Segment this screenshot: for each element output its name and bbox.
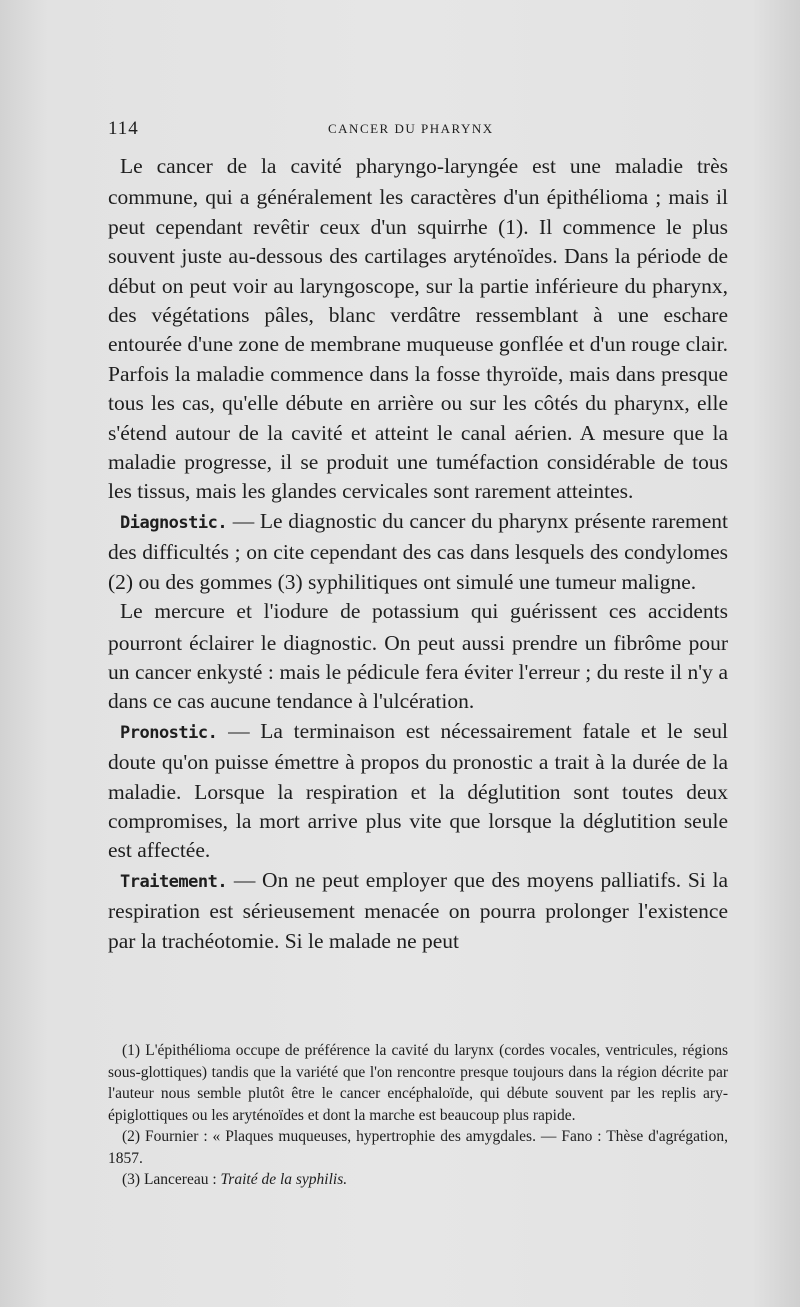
paragraph-text: — La terminaison est nécessairement fatale et le seul doute qu'on puisse émettre à propos du pronostic a trait à la durée de la maladie. Lorsque la respiration et la déglutition sont toutes deux compromises, la mort arrive plus vite que lorsque la déglutition seule est affectée. [108, 718, 728, 863]
footnote-italic: Traité de la syphilis. [220, 1171, 348, 1188]
footnote-2 [108, 1126, 728, 1169]
section-heading-pronostic: Pronostic. [120, 722, 218, 743]
body-text [108, 152, 728, 956]
running-title: CANCER DU PHARYNX [328, 121, 494, 136]
paragraph-text: Le cancer de la cavité pharyngo-laryngée est une maladie très commune, qui a généralement les caractères d'un épithélioma ; mais il peut cependant revêtir ceux d'un squirrhe (1). Il commence le plus souvent juste au-dessous des cartilages aryténoïdes. Dans la période de début on peut voir au laryngoscope, sur la partie inférieure du pharynx, des végétations pâles, blanc verdâtre ressemblant à une eschare entourée d'une zone de membrane muqueuse gonflée et d'un rouge clair. Parfois la maladie commence dans la fosse thyroïde, mais dans presque tous les cas, qu'elle débute en arrière ou sur les côtés du pharynx, elle s'étend autour de la cavité et atteint le canal aérien. A mesure que la maladie progresse, il se produit une tuméfaction considérable de tous les tissus, mais les glandes cervicales sont rarement atteintes. [108, 154, 728, 504]
section-heading-diagnostic: Diagnostic. [120, 512, 228, 533]
page-number: 114 [108, 118, 139, 139]
footnote-text: (2) Fournier : « Plaques muqueuses, hypertrophie des amygdales. — Fano : Thèse d'agrégation, 1857. [108, 1128, 728, 1167]
paragraph-pronostic [108, 717, 728, 866]
paragraph-diagnostic [108, 507, 728, 597]
paragraph-traitement [108, 866, 728, 956]
footnote-text: (1) L'épithélioma occupe de préférence la cavité du larynx (cordes vocales, ventricules, régions sous-glottiques) tandis que la variété que l'on rencontre presque toujours dans la région décrite par l'auteur nous semble plutôt être le cancer encéphaloïde, qui débute souvent par les replis ary-épiglottiques ou les aryténoïdes et dont la marche est beaucoup plus rapide. [108, 1042, 728, 1124]
footnote-1 [108, 1040, 728, 1126]
footnotes [108, 1040, 728, 1191]
footnote-text: (3) Lancereau : [122, 1171, 221, 1188]
section-heading-traitement: Traitement. [120, 871, 228, 892]
paragraph-mercure [108, 597, 728, 717]
paragraph-text: — Le diagnostic du cancer du pharynx présente rarement des difficultés ; on cite cependant des cas dans lesquels des condylomes (2) ou des gommes (3) syphilitiques ont simulé une tumeur maligne. [108, 508, 728, 594]
paragraph-intro [108, 152, 728, 507]
footnote-3 [108, 1169, 728, 1191]
paragraph-text: — On ne peut employer que des moyens palliatifs. Si la respiration est sérieusement menacée on pourra prolonger l'existence par la trachéotomie. Si le malade ne peut [108, 867, 728, 953]
page-header [108, 118, 728, 140]
paragraph-text: Le mercure et l'iodure de potassium qui guérissent ces accidents pourront éclairer le diagnostic. On peut aussi prendre un fibrôme pour un cancer enkysté : mais le pédicule fera éviter l'erreur ; du reste il n'y a dans ce cas aucune tendance à l'ulcération. [108, 599, 728, 714]
